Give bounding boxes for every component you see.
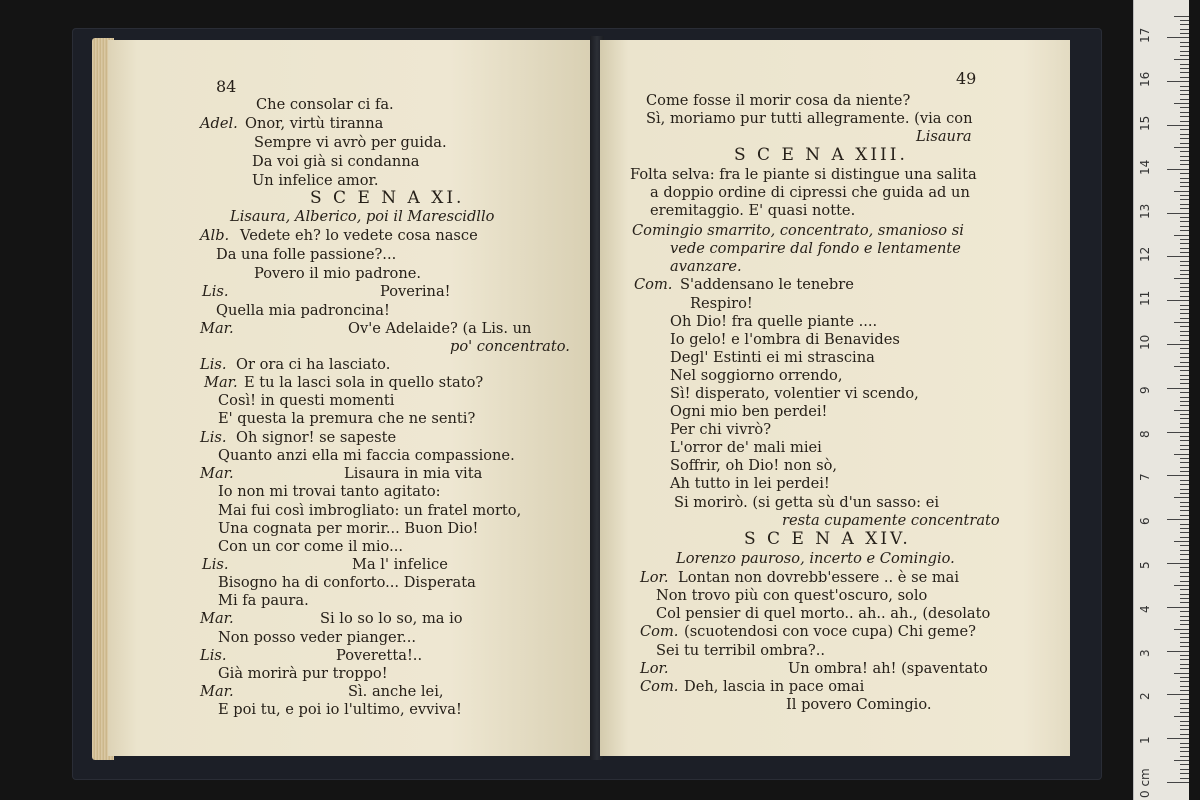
stage-direction: Lisaura, Alberico, poi il Marescidllo bbox=[230, 208, 495, 225]
verse-line: Non posso veder pianger... bbox=[218, 629, 416, 646]
verse-line: Onor, virtù tiranna bbox=[245, 115, 384, 132]
ruler-label: 17 bbox=[1138, 28, 1152, 44]
ruler-tick bbox=[1180, 217, 1189, 218]
ruler-tick bbox=[1180, 401, 1189, 402]
ruler-tick bbox=[1180, 252, 1189, 253]
verse-line: Da voi già si condanna bbox=[252, 153, 420, 170]
ruler-tick bbox=[1180, 283, 1189, 284]
ruler-label: 7 bbox=[1138, 473, 1152, 482]
ruler-tick bbox=[1167, 475, 1189, 476]
ruler-tick bbox=[1174, 235, 1189, 236]
verse-line: Mai fui così imbrogliato: un fratel morto, bbox=[218, 502, 522, 519]
scene-heading: S C E N A XIII. bbox=[734, 145, 908, 165]
ruler-tick bbox=[1180, 642, 1189, 643]
ruler-tick bbox=[1180, 686, 1189, 687]
ruler-tick bbox=[1167, 256, 1189, 257]
ruler-tick bbox=[1180, 567, 1189, 568]
ruler-tick bbox=[1180, 72, 1189, 73]
speaker: Com. bbox=[634, 276, 673, 293]
stage-direction: resta cupamente concentrato bbox=[782, 512, 1000, 529]
ruler-tick bbox=[1174, 760, 1189, 761]
verse-line: Così! in questi momenti bbox=[218, 392, 395, 409]
speaker: Mar. bbox=[200, 610, 234, 627]
ruler-tick bbox=[1180, 134, 1189, 135]
left-page bbox=[108, 40, 596, 756]
ruler-tick bbox=[1180, 265, 1189, 266]
ruler-tick bbox=[1180, 375, 1189, 376]
ruler-tick bbox=[1180, 506, 1189, 507]
verse-line: Oh signor! se sapeste bbox=[236, 429, 397, 446]
verse-line: Or ora ci ha lasciato. bbox=[236, 356, 391, 373]
verse-line: E poi tu, e poi io l'ultimo, evviva! bbox=[218, 701, 462, 718]
verse-line: Poverina! bbox=[380, 283, 451, 300]
speaker: Lis. bbox=[200, 356, 227, 373]
ruler-tick bbox=[1180, 357, 1189, 358]
verse-line: Ma l' infelice bbox=[352, 556, 448, 573]
verse-line: Sì, moriamo pur tutti allegramente. (via con bbox=[646, 110, 973, 127]
ruler-tick bbox=[1180, 436, 1189, 437]
verse-line: Sempre vi avrò per guida. bbox=[254, 134, 447, 151]
ruler-tick bbox=[1167, 432, 1189, 433]
ruler-tick bbox=[1180, 313, 1189, 314]
ruler-label: 8 bbox=[1138, 429, 1152, 438]
verse-line: Povero il mio padrone. bbox=[254, 265, 422, 282]
ruler-tick bbox=[1180, 129, 1189, 130]
ruler-label: 6 bbox=[1138, 517, 1152, 526]
ruler-tick bbox=[1167, 519, 1189, 520]
verse-line: Sì! disperato, volentier vi scendo, bbox=[670, 385, 919, 402]
ruler-tick bbox=[1180, 778, 1189, 779]
ruler-tick bbox=[1180, 116, 1189, 117]
ruler-tick bbox=[1180, 646, 1189, 647]
verse-line: (scuotendosi con voce cupa) Chi geme? bbox=[684, 623, 976, 640]
stage-direction: a doppio ordine di cipressi che guida ad un bbox=[650, 184, 970, 201]
ruler-tick bbox=[1180, 515, 1189, 516]
ruler-tick bbox=[1180, 55, 1189, 56]
ruler-tick bbox=[1180, 703, 1189, 704]
ruler-tick bbox=[1167, 344, 1189, 345]
ruler-tick bbox=[1174, 497, 1189, 498]
speaker: Mar. bbox=[200, 465, 234, 482]
speaker: Lis. bbox=[202, 283, 229, 300]
verse-line: Un infelice amor. bbox=[252, 172, 379, 189]
ruler-tick bbox=[1180, 751, 1189, 752]
ruler-tick bbox=[1180, 637, 1189, 638]
ruler-tick bbox=[1180, 659, 1189, 660]
ruler-tick bbox=[1180, 287, 1189, 288]
ruler-tick bbox=[1180, 20, 1189, 21]
ruler-tick bbox=[1180, 383, 1189, 384]
verse-line: Vedete eh? lo vedete cosa nasce bbox=[240, 227, 478, 244]
ruler-label: 14 bbox=[1138, 159, 1152, 175]
ruler-label: 16 bbox=[1138, 71, 1152, 88]
verse-line: Quella mia padroncina! bbox=[216, 302, 390, 319]
verse-line: Un ombra! ah! (spaventato bbox=[788, 660, 988, 677]
verse-line: Lontan non dovrebb'essere .. è se mai bbox=[678, 569, 960, 586]
ruler-tick bbox=[1167, 81, 1189, 82]
ruler-tick bbox=[1180, 24, 1189, 25]
ruler-tick bbox=[1180, 764, 1189, 765]
ruler-tick bbox=[1180, 94, 1189, 95]
ruler-tick bbox=[1180, 414, 1189, 415]
ruler-tick bbox=[1180, 305, 1189, 306]
ruler-tick bbox=[1167, 388, 1189, 389]
ruler-tick bbox=[1180, 226, 1189, 227]
ruler-tick bbox=[1180, 90, 1189, 91]
ruler-tick bbox=[1180, 721, 1189, 722]
ruler-tick bbox=[1180, 51, 1189, 52]
ruler-tick bbox=[1180, 243, 1189, 244]
ruler-tick bbox=[1180, 379, 1189, 380]
stage-direction: Folta selva: fra le piante si distingue una salita bbox=[630, 166, 977, 183]
ruler-tick bbox=[1180, 747, 1189, 748]
ruler-tick bbox=[1180, 156, 1189, 157]
stage-direction: Lorenzo pauroso, incerto e Comingio. bbox=[676, 550, 955, 567]
ruler-tick bbox=[1180, 489, 1189, 490]
verse-line: Ov'e Adelaide? (a Lis. un bbox=[348, 320, 532, 337]
ruler-tick bbox=[1180, 633, 1189, 634]
ruler-tick bbox=[1174, 629, 1189, 630]
ruler-label: 3 bbox=[1138, 648, 1152, 657]
ruler-tick bbox=[1180, 681, 1189, 682]
ruler-tick bbox=[1174, 410, 1189, 411]
ruler-tick bbox=[1180, 545, 1189, 546]
ruler-tick bbox=[1167, 125, 1189, 126]
verse-line: E' questa la premura che ne senti? bbox=[218, 410, 476, 427]
stage-direction: po' concentrato. bbox=[450, 338, 570, 355]
ruler-tick bbox=[1180, 458, 1189, 459]
ruler-tick bbox=[1180, 348, 1189, 349]
ruler-tick bbox=[1180, 550, 1189, 551]
verse-line: Oh Dio! fra quelle piante .... bbox=[670, 313, 878, 330]
ruler-tick bbox=[1180, 362, 1189, 363]
ruler-tick bbox=[1167, 213, 1189, 214]
measuring-ruler bbox=[1133, 0, 1189, 800]
ruler-tick bbox=[1180, 221, 1189, 222]
ruler-tick bbox=[1180, 274, 1189, 275]
verse-line: Sì. anche lei, bbox=[348, 683, 444, 700]
speaker: Lis. bbox=[200, 647, 227, 664]
ruler-tick bbox=[1180, 602, 1189, 603]
ruler-label: 11 bbox=[1138, 290, 1152, 307]
ruler-tick bbox=[1180, 46, 1189, 47]
ruler-tick bbox=[1174, 16, 1189, 17]
verse-line: Ogni mio ben perdei! bbox=[670, 403, 828, 420]
ruler-tick bbox=[1174, 716, 1189, 717]
ruler-tick bbox=[1180, 554, 1189, 555]
ruler-tick bbox=[1180, 340, 1189, 341]
speaker: Alb. bbox=[200, 227, 230, 244]
ruler-tick bbox=[1180, 440, 1189, 441]
verse-line: Si lo so lo so, ma io bbox=[320, 610, 463, 627]
verse-line: Respiro! bbox=[690, 295, 753, 312]
ruler-label: 13 bbox=[1138, 203, 1152, 219]
ruler-tick bbox=[1180, 611, 1189, 612]
ruler-tick bbox=[1180, 576, 1189, 577]
ruler-tick bbox=[1180, 510, 1189, 511]
ruler-tick bbox=[1180, 743, 1189, 744]
ruler-tick bbox=[1180, 734, 1189, 735]
speaker: Mar. bbox=[200, 320, 234, 337]
verse-line: Da una folle passione?... bbox=[216, 246, 397, 263]
ruler-tick bbox=[1174, 103, 1189, 104]
ruler-tick bbox=[1180, 335, 1189, 336]
verse-line: Il povero Comingio. bbox=[786, 696, 932, 713]
ruler-tick bbox=[1180, 42, 1189, 43]
ruler-tick bbox=[1180, 427, 1189, 428]
ruler-tick bbox=[1174, 322, 1189, 323]
ruler-tick bbox=[1180, 230, 1189, 231]
ruler-tick bbox=[1174, 585, 1189, 586]
ruler-label: 9 bbox=[1138, 386, 1152, 394]
verse-line: Deh, lascia in pace omai bbox=[684, 678, 865, 695]
ruler-tick bbox=[1180, 532, 1189, 533]
ruler-tick bbox=[1180, 77, 1189, 78]
page-number: 84 bbox=[216, 77, 237, 96]
verse-line: E tu la lasci sola in quello stato? bbox=[244, 374, 484, 391]
ruler-tick bbox=[1180, 270, 1189, 271]
ruler-tick bbox=[1180, 199, 1189, 200]
ruler-tick bbox=[1180, 594, 1189, 595]
ruler-tick bbox=[1180, 524, 1189, 525]
speaker: Com. bbox=[640, 678, 679, 695]
ruler-tick bbox=[1174, 59, 1189, 60]
ruler-tick bbox=[1180, 121, 1189, 122]
verse-line: Nel soggiorno orrendo, bbox=[670, 367, 843, 384]
ruler-tick bbox=[1180, 182, 1189, 183]
ruler-tick bbox=[1174, 191, 1189, 192]
ruler-tick bbox=[1180, 173, 1189, 174]
ruler-label: 12 bbox=[1138, 247, 1152, 263]
ruler-tick bbox=[1180, 616, 1189, 617]
ruler-tick bbox=[1180, 493, 1189, 494]
ruler-tick bbox=[1180, 559, 1189, 560]
ruler-tick bbox=[1180, 729, 1189, 730]
ruler-tick bbox=[1174, 366, 1189, 367]
ruler-tick bbox=[1180, 471, 1189, 472]
ruler-tick bbox=[1180, 261, 1189, 262]
ruler-tick bbox=[1180, 186, 1189, 187]
ruler-tick bbox=[1180, 572, 1189, 573]
ruler-tick bbox=[1180, 537, 1189, 538]
speaker: Lor. bbox=[640, 569, 669, 586]
ruler-tick bbox=[1180, 655, 1189, 656]
ruler-tick bbox=[1180, 326, 1189, 327]
ruler-tick bbox=[1174, 541, 1189, 542]
ruler-tick bbox=[1180, 445, 1189, 446]
ruler-tick bbox=[1167, 169, 1189, 170]
ruler-tick bbox=[1180, 664, 1189, 665]
speaker: Lis. bbox=[200, 429, 227, 446]
ruler-tick bbox=[1180, 204, 1189, 205]
ruler-tick bbox=[1180, 33, 1189, 34]
speaker: Mar. bbox=[200, 683, 234, 700]
ruler-tick bbox=[1180, 208, 1189, 209]
ruler-tick bbox=[1180, 160, 1189, 161]
ruler-tick bbox=[1180, 773, 1189, 774]
ruler-tick bbox=[1180, 484, 1189, 485]
ruler-tick bbox=[1180, 467, 1189, 468]
ruler-tick bbox=[1174, 147, 1189, 148]
ruler-tick bbox=[1180, 418, 1189, 419]
ruler-label: 15 bbox=[1138, 115, 1152, 131]
ruler-label: 0 cm bbox=[1138, 768, 1152, 798]
speaker: Com. bbox=[640, 623, 679, 640]
stage-direction: eremitaggio. E' quasi notte. bbox=[650, 202, 856, 219]
ruler-tick bbox=[1180, 480, 1189, 481]
speaker: Lor. bbox=[640, 660, 669, 677]
ruler-tick bbox=[1180, 620, 1189, 621]
ruler-tick bbox=[1180, 178, 1189, 179]
speaker: Adel. bbox=[200, 115, 238, 132]
ruler-label: 5 bbox=[1138, 561, 1152, 569]
verse-line: Quanto anzi ella mi faccia compassione. bbox=[218, 447, 515, 464]
ruler-tick bbox=[1174, 673, 1189, 674]
stage-direction: avanzare. bbox=[670, 258, 742, 275]
ruler-tick bbox=[1180, 756, 1189, 757]
ruler-tick bbox=[1180, 699, 1189, 700]
verse-line: Sei tu terribil ombra?.. bbox=[656, 642, 826, 659]
ruler-tick bbox=[1180, 423, 1189, 424]
verse-line: Io non mi trovai tanto agitato: bbox=[218, 483, 441, 500]
stage-direction: vede comparire dal fondo e lentamente bbox=[670, 240, 961, 257]
verse-line: Con un cor come il mio... bbox=[218, 538, 404, 555]
right-page bbox=[600, 40, 1070, 756]
ruler-tick bbox=[1167, 607, 1189, 608]
ruler-tick bbox=[1180, 405, 1189, 406]
verse-line: Lisaura in mia vita bbox=[344, 465, 483, 482]
ruler-tick bbox=[1180, 397, 1189, 398]
verse-line: Che consolar ci fa. bbox=[256, 96, 394, 113]
ruler-tick bbox=[1180, 107, 1189, 108]
ruler-tick bbox=[1167, 782, 1189, 783]
ruler-tick bbox=[1180, 392, 1189, 393]
ruler-tick bbox=[1180, 331, 1189, 332]
verse-line: Si morirò. (si getta sù d'un sasso: ei bbox=[674, 494, 940, 511]
ruler-tick bbox=[1180, 528, 1189, 529]
ruler-tick bbox=[1180, 239, 1189, 240]
ruler-label: 1 bbox=[1138, 736, 1152, 745]
ruler-tick bbox=[1180, 677, 1189, 678]
verse-line: Già morirà pur troppo! bbox=[218, 665, 388, 682]
ruler-tick bbox=[1180, 143, 1189, 144]
scene-heading: S C E N A XIV. bbox=[744, 529, 911, 549]
ruler-tick bbox=[1180, 99, 1189, 100]
ruler-tick bbox=[1180, 462, 1189, 463]
verse-line: Non trovo più con quest'oscuro, solo bbox=[656, 587, 928, 604]
ruler-tick bbox=[1167, 563, 1189, 564]
ruler-tick bbox=[1180, 725, 1189, 726]
ruler-tick bbox=[1180, 291, 1189, 292]
ruler-tick bbox=[1180, 296, 1189, 297]
verse-line: Col pensier di quel morto.. ah.. ah., (desolato bbox=[656, 605, 991, 622]
verse-line: S'addensano le tenebre bbox=[680, 276, 854, 293]
ruler-tick bbox=[1180, 353, 1189, 354]
verse-line: Degl' Estinti ei mi strascina bbox=[670, 349, 875, 366]
ruler-tick bbox=[1180, 449, 1189, 450]
stage-direction: Lisaura bbox=[916, 128, 972, 145]
ruler-label: 10 bbox=[1138, 334, 1152, 350]
ruler-tick bbox=[1180, 151, 1189, 152]
ruler-tick bbox=[1180, 29, 1189, 30]
ruler-tick bbox=[1174, 278, 1189, 279]
verse-line: Una cognata per morir... Buon Dio! bbox=[218, 520, 479, 537]
ruler-tick bbox=[1167, 651, 1189, 652]
ruler-tick bbox=[1180, 589, 1189, 590]
ruler-label: 4 bbox=[1138, 605, 1152, 613]
stage-direction: Comingio smarrito, concentrato, smanioso si bbox=[632, 222, 964, 239]
ruler-tick bbox=[1174, 454, 1189, 455]
ruler-tick bbox=[1180, 68, 1189, 69]
ruler-tick bbox=[1180, 668, 1189, 669]
ruler-tick bbox=[1180, 112, 1189, 113]
ruler-tick bbox=[1180, 712, 1189, 713]
ruler-tick bbox=[1180, 769, 1189, 770]
speaker: Lis. bbox=[202, 556, 229, 573]
ruler-tick bbox=[1180, 64, 1189, 65]
page-number: 49 bbox=[956, 69, 977, 88]
ruler-tick bbox=[1167, 738, 1189, 739]
verse-line: Bisogno ha di conforto... Disperata bbox=[218, 574, 476, 591]
ruler-tick bbox=[1180, 309, 1189, 310]
ruler-tick bbox=[1180, 164, 1189, 165]
ruler-tick bbox=[1180, 502, 1189, 503]
ruler-tick bbox=[1180, 318, 1189, 319]
verse-line: Mi fa paura. bbox=[218, 592, 309, 609]
ruler-tick bbox=[1180, 86, 1189, 87]
verse-line: Io gelo! e l'ombra di Benavides bbox=[670, 331, 900, 348]
ruler-tick bbox=[1180, 708, 1189, 709]
verse-line: Ah tutto in lei perdei! bbox=[670, 475, 830, 492]
verse-line: L'orror de' mali miei bbox=[670, 439, 822, 456]
ruler-tick bbox=[1180, 248, 1189, 249]
verse-line: Come fosse il morir cosa da niente? bbox=[646, 92, 911, 109]
speaker: Mar. bbox=[204, 374, 238, 391]
ruler-tick bbox=[1167, 37, 1189, 38]
ruler-tick bbox=[1167, 694, 1189, 695]
ruler-label: 2 bbox=[1138, 692, 1152, 701]
scene-heading: S C E N A XI. bbox=[310, 188, 465, 208]
verse-line: Poveretta!.. bbox=[336, 647, 423, 664]
ruler-tick bbox=[1180, 195, 1189, 196]
verse-line: Per chi vivrò? bbox=[670, 421, 772, 438]
ruler-tick bbox=[1180, 370, 1189, 371]
ruler-tick bbox=[1180, 138, 1189, 139]
ruler-tick bbox=[1180, 690, 1189, 691]
ruler-tick bbox=[1180, 624, 1189, 625]
verse-line: Soffrir, oh Dio! non sò, bbox=[670, 457, 838, 474]
ruler-tick bbox=[1180, 598, 1189, 599]
ruler-tick bbox=[1180, 581, 1189, 582]
ruler-tick bbox=[1167, 300, 1189, 301]
